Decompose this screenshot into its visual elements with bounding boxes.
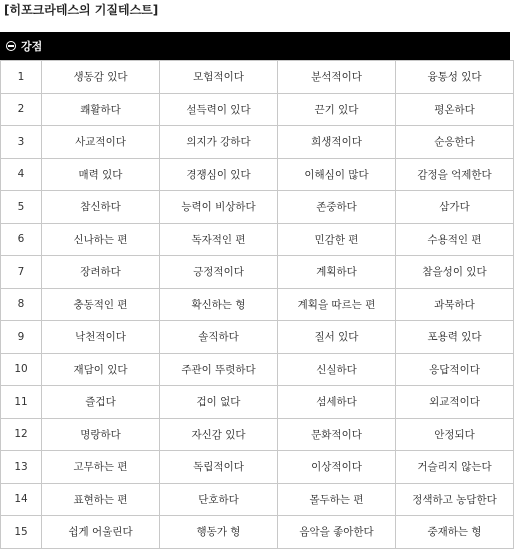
trait-cell: 능력이 비상하다 [160, 191, 278, 224]
trait-cell: 충동적인 편 [42, 288, 160, 321]
table-row [1, 256, 514, 289]
row-number: 2 [1, 93, 42, 126]
trait-cell: 끈기 있다 [278, 93, 396, 126]
trait-cell: 존중하다 [278, 191, 396, 224]
table-row [1, 483, 514, 516]
table-row [1, 61, 514, 94]
row-number: 15 [1, 516, 42, 549]
trait-cell: 재담이 있다 [42, 353, 160, 386]
trait-cell: 삼가다 [396, 191, 514, 224]
trait-cell: 몰두하는 편 [278, 483, 396, 516]
row-number: 5 [1, 191, 42, 224]
page-title: [히포크라테스의 기질테스트] [4, 3, 159, 17]
trait-cell: 생동감 있다 [42, 61, 160, 94]
temperament-table [0, 32, 510, 549]
trait-cell: 질서 있다 [278, 321, 396, 354]
trait-cell: 융통성 있다 [396, 61, 514, 94]
trait-cell: 설득력이 있다 [160, 93, 278, 126]
trait-cell: 행동가 형 [160, 516, 278, 549]
trait-cell: 섬세하다 [278, 386, 396, 419]
trait-cell: 즐겁다 [42, 386, 160, 419]
trait-cell: 쾌활하다 [42, 93, 160, 126]
section-label: 강점 [21, 40, 43, 53]
table-row [1, 321, 514, 354]
trait-cell: 계획을 따르는 편 [278, 288, 396, 321]
table-row [1, 93, 514, 126]
row-number: 9 [1, 321, 42, 354]
row-number: 8 [1, 288, 42, 321]
trait-cell: 모험적이다 [160, 61, 278, 94]
trait-cell: 낙천적이다 [42, 321, 160, 354]
trait-cell: 장려하다 [42, 256, 160, 289]
trait-cell: 정색하고 농담한다 [396, 483, 514, 516]
trait-cell: 수용적인 편 [396, 223, 514, 256]
trait-cell: 이해심이 많다 [278, 158, 396, 191]
trait-cell: 민감한 편 [278, 223, 396, 256]
trait-cell: 과묵하다 [396, 288, 514, 321]
trait-cell: 신실하다 [278, 353, 396, 386]
table-row [1, 288, 514, 321]
row-number: 4 [1, 158, 42, 191]
table-row [1, 223, 514, 256]
strengths-table [0, 60, 514, 549]
trait-cell: 계획하다 [278, 256, 396, 289]
trait-cell: 독자적인 편 [160, 223, 278, 256]
table-row [1, 516, 514, 549]
row-number: 10 [1, 353, 42, 386]
row-number: 7 [1, 256, 42, 289]
trait-cell: 희생적이다 [278, 126, 396, 159]
trait-cell: 명랑하다 [42, 418, 160, 451]
row-number: 3 [1, 126, 42, 159]
table-row [1, 386, 514, 419]
trait-cell: 의지가 강하다 [160, 126, 278, 159]
row-number: 1 [1, 61, 42, 94]
trait-cell: 매력 있다 [42, 158, 160, 191]
trait-cell: 중재하는 형 [396, 516, 514, 549]
trait-cell: 단호하다 [160, 483, 278, 516]
row-number: 6 [1, 223, 42, 256]
trait-cell: 겁이 없다 [160, 386, 278, 419]
minus-circle-icon [6, 41, 16, 51]
trait-cell: 외교적이다 [396, 386, 514, 419]
table-row [1, 158, 514, 191]
trait-cell: 거슬리지 않는다 [396, 451, 514, 484]
trait-cell: 경쟁심이 있다 [160, 158, 278, 191]
trait-cell: 신나하는 편 [42, 223, 160, 256]
table-row [1, 126, 514, 159]
trait-cell: 독립적이다 [160, 451, 278, 484]
trait-cell: 자신감 있다 [160, 418, 278, 451]
trait-cell: 참신하다 [42, 191, 160, 224]
trait-cell: 순응한다 [396, 126, 514, 159]
trait-cell: 긍정적이다 [160, 256, 278, 289]
trait-cell: 참을성이 있다 [396, 256, 514, 289]
row-number: 12 [1, 418, 42, 451]
trait-cell: 이상적이다 [278, 451, 396, 484]
section-header-strengths [0, 32, 510, 60]
trait-cell: 음악을 좋아한다 [278, 516, 396, 549]
trait-cell: 확신하는 형 [160, 288, 278, 321]
trait-cell: 솔직하다 [160, 321, 278, 354]
trait-cell: 고무하는 편 [42, 451, 160, 484]
row-number: 14 [1, 483, 42, 516]
trait-cell: 감정을 억제한다 [396, 158, 514, 191]
trait-cell: 쉽게 어울린다 [42, 516, 160, 549]
trait-cell: 안정되다 [396, 418, 514, 451]
trait-cell: 포용력 있다 [396, 321, 514, 354]
row-number: 13 [1, 451, 42, 484]
trait-cell: 주관이 뚜렷하다 [160, 353, 278, 386]
trait-cell: 분석적이다 [278, 61, 396, 94]
table-row [1, 353, 514, 386]
trait-cell: 평온하다 [396, 93, 514, 126]
trait-cell: 사교적이다 [42, 126, 160, 159]
row-number: 11 [1, 386, 42, 419]
table-row [1, 451, 514, 484]
trait-cell: 표현하는 편 [42, 483, 160, 516]
table-row [1, 191, 514, 224]
trait-cell: 응답적이다 [396, 353, 514, 386]
trait-cell: 문화적이다 [278, 418, 396, 451]
table-row [1, 418, 514, 451]
